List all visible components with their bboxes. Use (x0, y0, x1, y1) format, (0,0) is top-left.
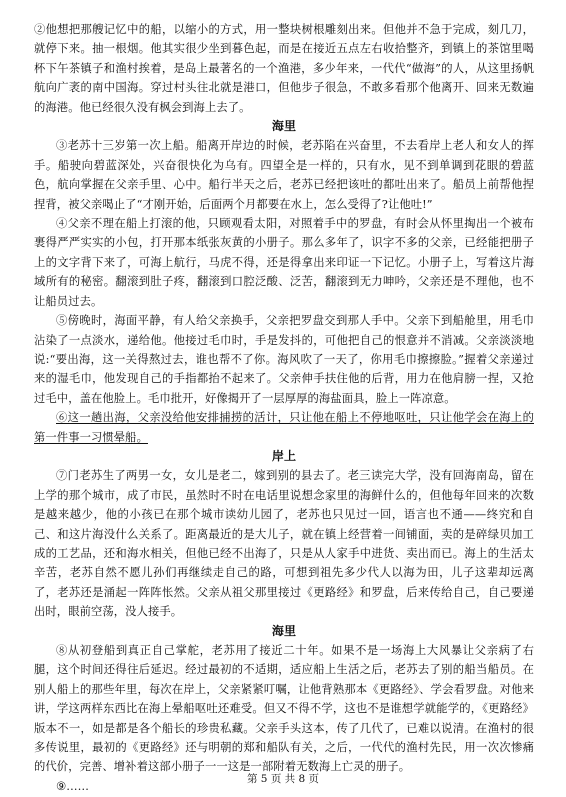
paragraph-6-underlined: ⑥这一趟出海，父亲没给他安排捕捞的活计，只让他在船上不停地呕吐，只让他学会在海上的第一件事一习惯晕船。 (34, 411, 534, 444)
paragraph-8: ⑧从初登船到真正自己掌舵，老苏用了接近二十年。如果不是一场海上大风暴让父亲病了右腿，这个时间还得往后延迟。经过最初的不适期，适应船上生活之后，老苏去了别的船当船员。在别人船上的那些年里，每次在岸上，父亲紧紧叮嘱，让他背熟那本《更路经》、学会看罗盘。对他来讲，学这两样东西比在海上晕船呕吐还难受。但又不得不学，这也不是谁想学就能学的，《更路经》版本不一，如是都是各个船长的珍贵私藏。父亲手头这本，传了几代了，已难以说清。在渔村的很多传说里，最初的《更路经》还与明朝的郑和船队有关，之后，一代代的渔村先民，用一次次惨痛的代价，完善、增补着这部小册子一一这是一部附着无数海上亡灵的册子。 (34, 644, 534, 774)
paragraph-4: ④父亲不理在船上打滚的他，只顾观看太阳，对照着手中的罗盘，有时会从怀里掏出一个被布裹得严严实实的小包，打开那本纸张灰黄的小册子。那么多年了，识字不多的父亲，已经能把册子上的文字背下来了，可海上航行，马虎不得，还是得拿出来印证一下记忆。小册子上，写着这片海域所有的秘密。翻滚到肚子疼，翻滚到口腔泛酸、泛苦，翻滚到无力呻吟，父亲还是不理他，也不让船员过去。 (34, 217, 534, 308)
paragraph-3: ③老苏十三岁第一次上船。船离开岸边的时候，老苏陷在兴奋里，不去看岸上老人和女人的挥手。船驶向碧蓝深处，兴奋很快化为乌有。四望全是一样的，只有水，见不到单调到花眼的碧蓝色，航向掌握在父亲手里、心中。船行半天之后，老苏已经把该吐的都吐出来了。船员上前帮他捏捏背，被父亲喝止了“才刚开始，后面两个月都要在水上，怎么受得了?让他吐!” (34, 139, 534, 211)
section-heading-sea-2: 海里 (271, 623, 297, 638)
page-number-footer: 第 5 页 共 8 页 (246, 773, 320, 785)
section-heading-sea-1: 海里 (271, 119, 297, 134)
article-body (34, 20, 534, 796)
paragraph-5: ⑤傍晚时，海面平静，有人给父亲换手，父亲把罗盘交到那人手中。父亲下到船舱里，用毛巾沾染了一点淡水，递给他。他接过毛巾时，手是发抖的，可他把自己的恨意并不消减。父亲淡淡地说:“要出海，这一关得熬过去，谁也帮不了你。海风吹了一天了，你用毛巾擦擦脸。”握着父亲递过来的湿毛巾，他发现自己的手指都抬不起来了。父亲伸手扶住他的后背，用力在他肩膀一捏，又抢过毛中，盖在他脸上。毛巾批开，好像揭开了一层厚厚的海盐面具，脸上一阵凉意。 (34, 314, 534, 405)
paragraph-2: ②他想把那艘记忆中的船，以缩小的方式，用一整块树根雕刻出来。但他并不急于完成，刻几刀，就停下来。抽一根烟。他其实很少坐到暮色起，而是在接近五点左右收拾整齐，到镇上的茶馆里喝杯下午茶镇子和渔村挨着，是岛上最著名的一个渔港，多少年来，一代代“做海”的人，从这里扬帆航向广袤的南中国海。穿过村头往北就是港口，但他步子很急，不敢多看那个他离开、回来无数遍的海港。他已经很久没有枫会到海上去了。 (34, 23, 534, 114)
paragraph-7: ⑦门老苏生了两男一女，女儿是老二，嫁到别的县去了。老三读完大学，没有回海南岛，留在上学的那个城市，成了市民，虽然时不时在电话里说想念家里的海鲜什么的，但他每年回来的次数是越来越少，他的小孩已在那个城市读幼儿园了，老苏也只见过一回，语言也不通——终究和自己、和这片海没什么关系了。距离最近的是大儿子，就在镇上经营着一间铺面，卖的是碎绿贝加工成的工艺品，还和海水相关，但他已经不出海了，只是从人家手中进货、卖出而已。海上的生活太辛苦，老苏自然不愿儿孙们再继续走自己的路，可想到祖先多少代人以海为田，儿子这辈却远离了，老苏还是涌起一阵阵怅然。父亲从祖父那里接过《更路经》和罗盘，后来传给自己，自己要递出时，眼前空荡，没人接手。 (34, 469, 534, 619)
paragraph-9: ⑨…… (56, 779, 90, 793)
section-heading-shore: 岸上 (271, 448, 297, 463)
